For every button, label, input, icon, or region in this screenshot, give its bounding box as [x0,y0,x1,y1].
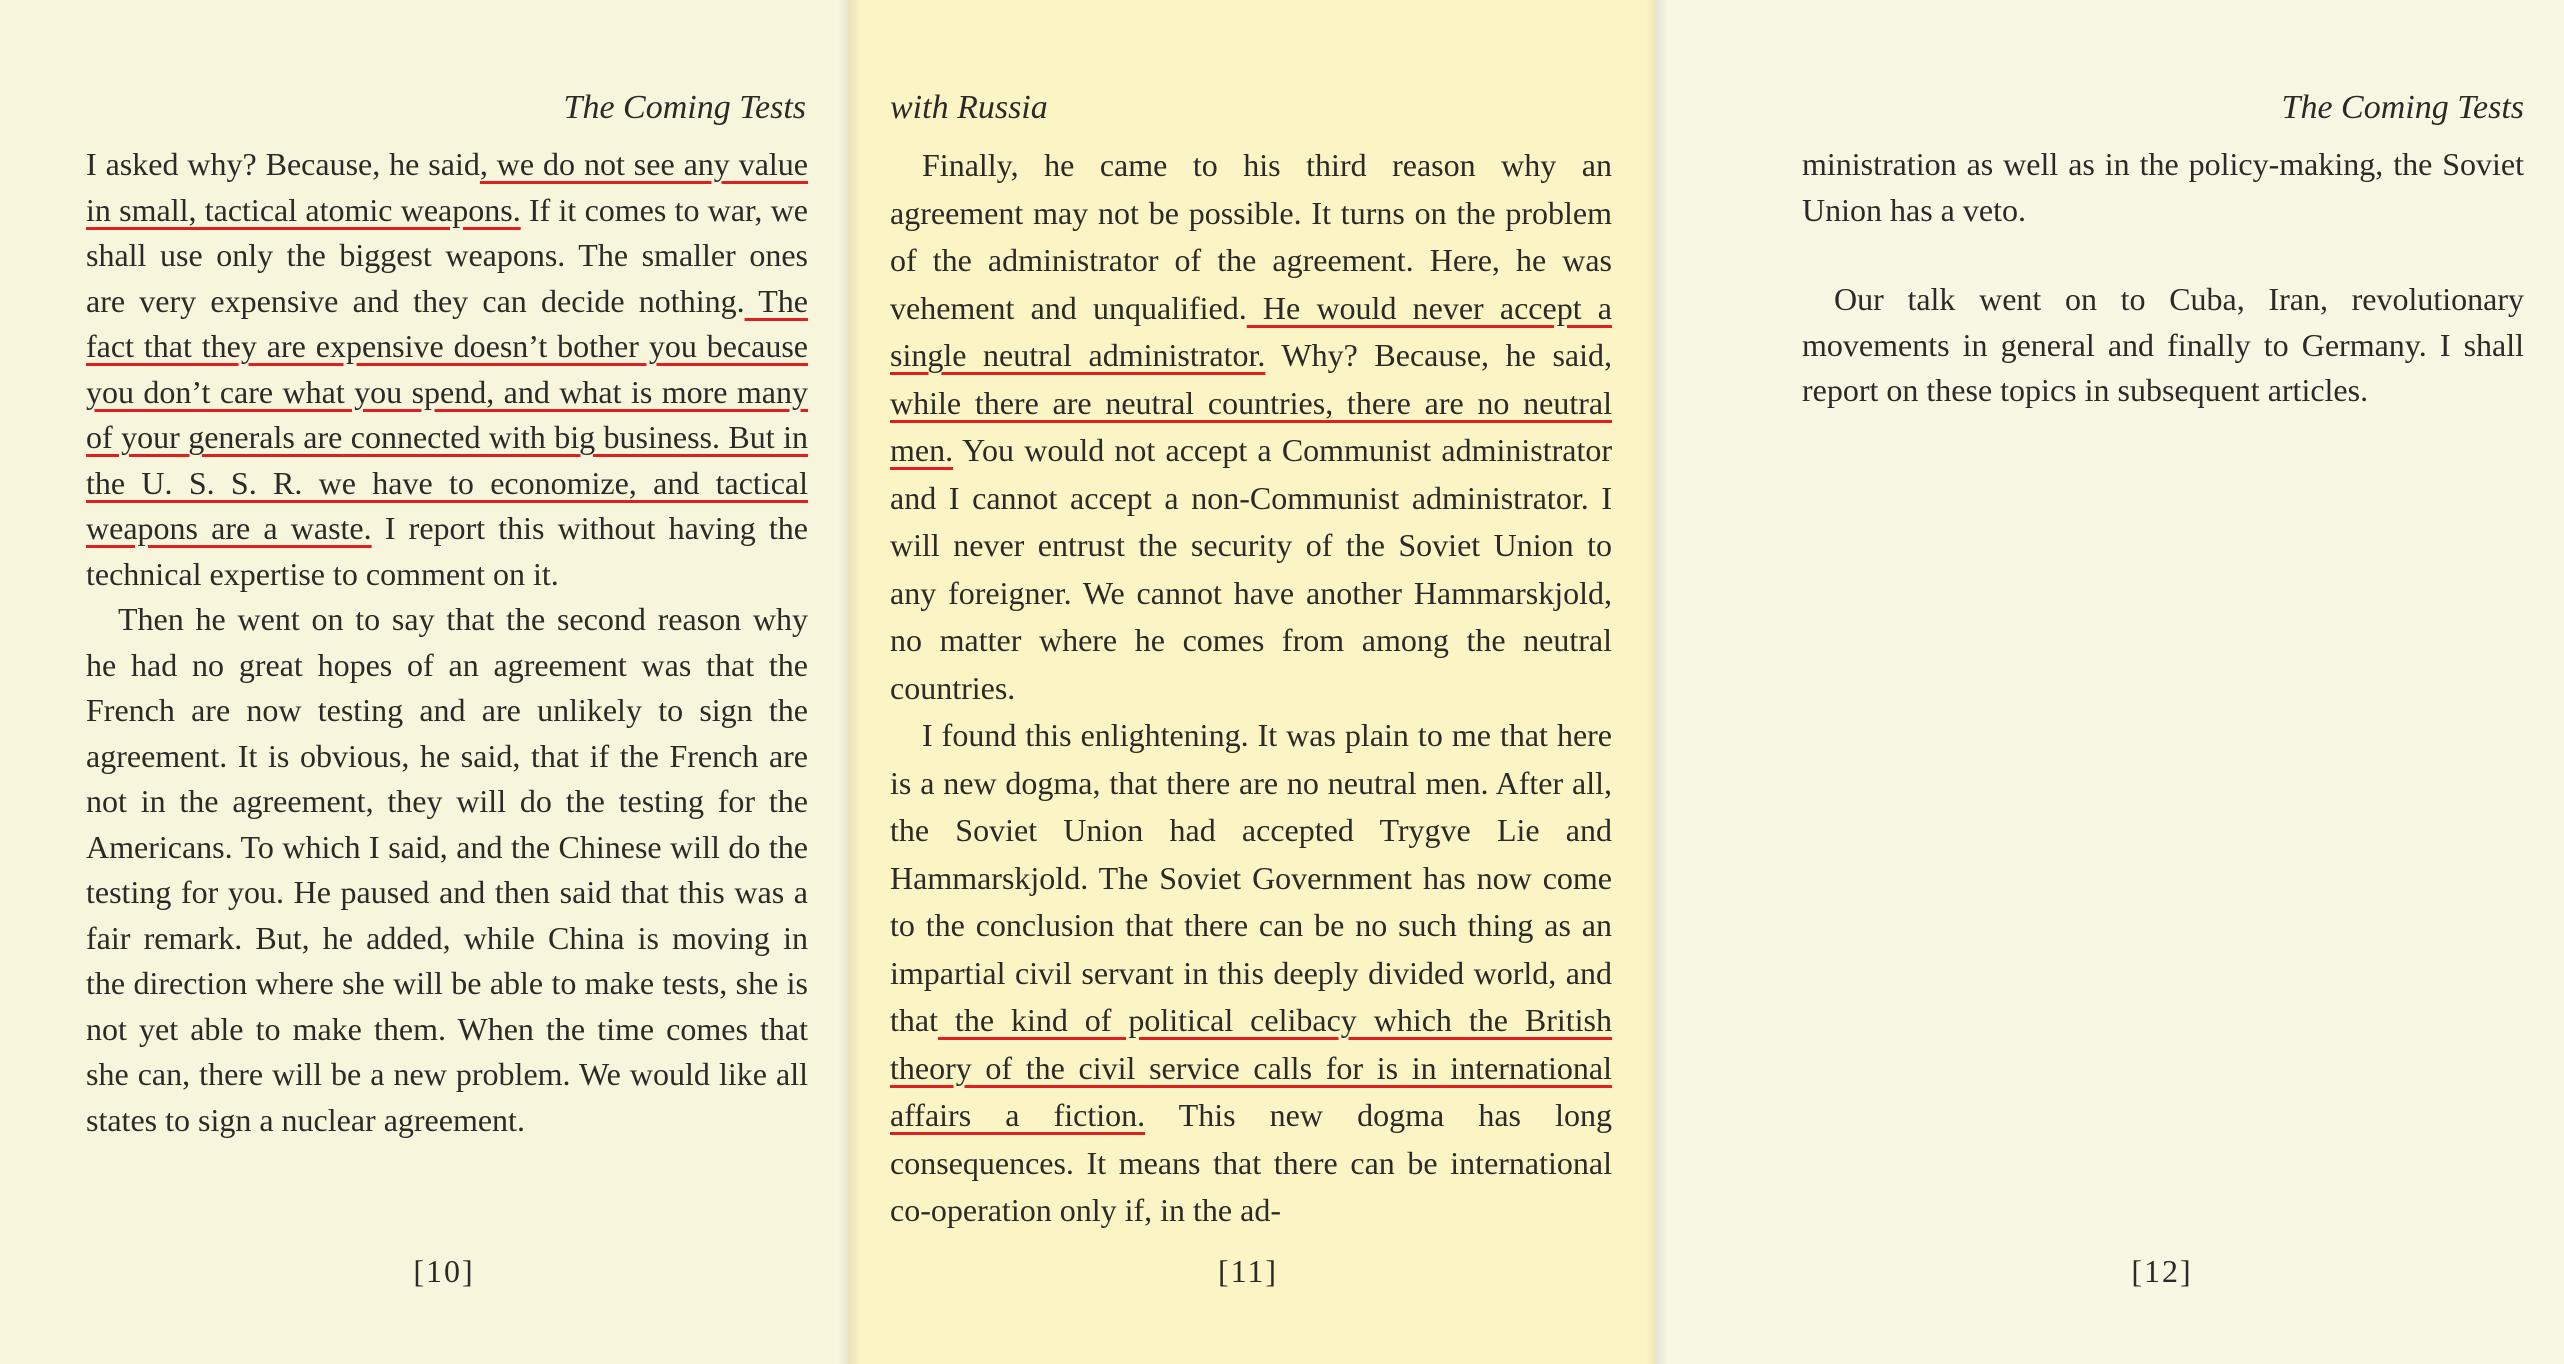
running-head: The Coming Tests [563,89,806,126]
paragraph [86,142,808,597]
page-number: [10] [413,1253,475,1289]
text-segment: Finally, he came to his third reason why an agreement may not be possible. It turns on the problem of the administrator of the agreement. Here, he was vehement and unqualified. [890,147,1612,326]
highlighted-passage: The fact that they are expensive doesn’t bother you because you don’t care what you spend, and what is more many of your generals are connected with big business. But in the U. S. S. R. we have to economize, and tactical weapons are a waste. [86,282,809,546]
running-head: with Russia [890,89,1048,126]
text-segment: I asked why? Because, he said [86,146,480,182]
highlighted-passage: while there are neutral countries, there are no neutral men. [890,384,1612,468]
page-number: [11] [1217,1253,1279,1289]
text-segment: Our talk went on to Cuba, Iran, revolutionary movements in general and finally to Germany. I shall report on these topics in subsequent articles. [1802,281,2524,408]
running-head: The Coming Tests [2281,89,2524,126]
highlighted-passage: He would never accept a single neutral administrator. [890,289,1613,373]
text-segment: If it comes to war, we shall use only the biggest weapons. The smaller ones are very expensive and they can decide nothing. [86,191,809,319]
page-body [890,142,1612,1235]
paragraph [890,712,1612,1235]
text-segment: Then he went on to say that the second reason why he had no great hopes of an agreement was that the French are now testing and are unlikely to sign the agreement. It is obvious, he said, that if the French are not in the agreement, they will do the testing for the Americans. To which I said, and the Chinese will do the testing for you. He paused and then said that this was a fair remark. But, he added, while China is moving in the direction where she will be able to make tests, she is not yet able to make them. When the time comes that she can, there will be a new problem. We would like all states to sign a nuclear agreement. [86,601,808,1138]
page-11 [848,0,1656,1364]
text-segment: ministration as well as in the policy-making, the Soviet Union has a veto. [1802,146,2524,228]
text-segment: Why? Because, he said, [1265,337,1613,373]
page-number: [12] [2131,1253,2193,1289]
text-segment: I found this enlightening. It was plain to me that here is a new dogma, that there are no neutral men. After all, the Soviet Union had accepted Trygve Lie and Hammarskjold. The Soviet Government has now come to the conclusion that there can be no such thing as an impartial civil servant in this deeply divided world, and that [890,717,1612,1038]
paragraph [1802,277,2524,414]
highlighted-passage: the kind of political celibacy which the British theory of the civil service calls for is in international affairs a fiction. [890,1002,1612,1133]
page-body [1802,142,2524,414]
page-body [86,142,808,1143]
page-12 [1656,0,2564,1364]
text-segment: I report this without having the technical expertise to comment on it. [86,510,809,592]
paragraph [890,142,1612,712]
text-segment: You would not accept a Communist administrator and I cannot accept a non-Communist administrator. I will never entrust the security of the Soviet Union to any foreigner. We cannot have another Hammarskjold, no matter where he comes from among the neutral countries. [890,432,1612,706]
paragraph [86,597,808,1143]
page-10 [0,0,848,1364]
text-segment: This new dogma has long consequences. It means that there can be international co-operation only if, in the ad- [890,1097,1613,1228]
highlighted-passage: , we do not see any value in small, tactical atomic weapons. [86,146,809,228]
paragraph [1802,142,2524,233]
